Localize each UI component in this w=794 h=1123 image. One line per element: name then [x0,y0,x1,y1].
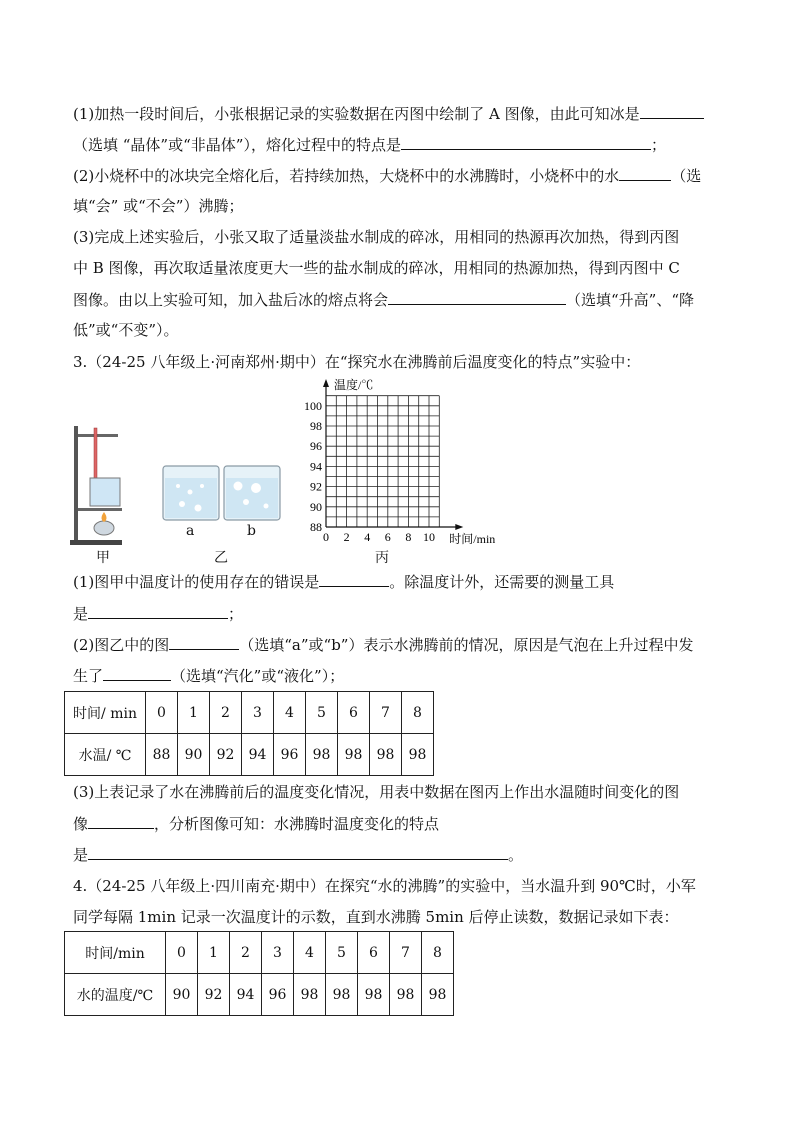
bubble [195,505,202,512]
y-tick-label: 96 [310,439,322,454]
q4-heading-line2 [73,907,679,927]
table-cell: 3 [262,932,294,974]
q4-data-table [64,931,454,1016]
table-cell: 5 [306,692,338,734]
table-cell: 90 [166,974,198,1016]
q3-part1-line1 [73,571,614,592]
table-cell: 1 [178,692,210,734]
table-cell: 92 [210,734,242,776]
bubble [176,484,180,488]
table-cell: 6 [358,932,390,974]
q3-heading [73,352,640,372]
stand-base [70,540,122,545]
q2-part2-text: (2)小烧杯中的冰块完全熔化后，若持续加热，大烧杯中的水沸腾时，小烧杯中的水 [73,167,620,185]
table-cell: 6 [338,692,370,734]
table-cell: 8 [422,932,454,974]
q3-part3-text-c: 是 [73,846,89,864]
table-cell: 88 [146,734,178,776]
q2-part3-line3 [73,289,694,310]
table-cell: 96 [262,974,294,1016]
q3-part1-text: (1)图甲中温度计的使用存在的错误是 [73,573,320,591]
q4-heading-line1 [73,876,696,896]
figure-label-yi: 乙 [214,550,228,566]
q3-part2-text-end: （选填“a”或“b”）表示水沸腾前的情况，原因是气泡在上升过程中发 [239,636,694,654]
table-cell: 0 [166,932,198,974]
q3-part2-text-b-end: （选填“汽化”或“液化”）； [171,667,345,685]
y-axis-arrow-icon [323,379,329,387]
table-cell: 98 [306,734,338,776]
q4-heading-text-a: 4.（24-25 八年级上·四川南充·期中）在探究“水的沸腾”的实验中，当水温升到 90℃时，小军 [73,877,696,895]
q2-answer-blank-3[interactable] [619,165,671,181]
x-tick-label: 4 [364,530,371,544]
q3-part1-line2 [73,603,243,624]
table-cell: 98 [402,734,434,776]
table-cell: 0 [146,692,178,734]
bubble [200,484,204,488]
ring-arm [78,508,122,511]
table-cell: 98 [358,974,390,1016]
bubble [179,501,185,507]
flame-icon [102,512,107,522]
x-tick-label: 2 [343,530,350,544]
table-cell: 98 [338,734,370,776]
table-header-temp: 水的温度/℃ [65,974,166,1016]
q2-part2-text-b: 填“会” 或“不会”）沸腾； [73,197,244,215]
punct: 。 [508,846,524,864]
table-cell: 96 [274,734,306,776]
table-row [65,932,454,974]
x-tick-label: 8 [405,530,412,544]
beaker [90,478,120,506]
table-header-temp: 水温/ ℃ [65,734,146,776]
table-row [65,974,454,1016]
x-tick-label: 0 [323,530,329,544]
q3-part2-text: (2)图乙中的图 [73,636,170,654]
q2-part2-text-end: （选 [671,167,702,185]
y-tick-label: 90 [310,499,322,514]
y-tick-label: 88 [310,520,322,534]
q3-part2-line1 [73,634,693,655]
q3-part2-line2 [73,665,344,686]
punct: ； [228,605,244,623]
q4-heading-text-b: 同学每隔 1min 记录一次温度计的示数，直到水沸腾 5min 后停止读数，数据记录如下表： [73,908,679,926]
table-cell: 94 [242,734,274,776]
table-cell: 7 [390,932,422,974]
alcohol-lamp [94,521,114,535]
table-cell: 98 [390,974,422,1016]
q2-part2-line1 [73,165,701,186]
beaker-b-water [226,478,278,518]
figure-label-jia: 甲 [96,550,110,566]
x-tick-label: 6 [384,530,391,544]
q2-part3-text-c-end: （选填“升高”、“降 [566,291,695,309]
q3-answer-blank-6[interactable] [88,844,508,860]
q3-data-table [64,691,434,776]
q2-part2-line2 [73,196,243,216]
table-row [65,692,434,734]
table-cell: 5 [326,932,358,974]
q2-part1-text: (1)加热一段时间后，小张根据记录的实验数据在丙图中绘制了 A 图像，由此可知冰是 [73,105,640,123]
beaker-label-a: a [186,523,195,539]
punct: ； [650,136,666,154]
table-cell: 94 [230,974,262,1016]
q3-answer-blank-2[interactable] [88,603,228,619]
table-cell: 98 [370,734,402,776]
q2-part1-line2 [73,134,666,155]
q3-part1-text-end: 。除温度计外，还需要的测量工具 [389,573,615,591]
table-cell: 1 [198,932,230,974]
q3-part3-text-b-end: ，分析图像可知：水沸腾时温度变化的特点 [154,815,440,833]
q3-part1-text-b: 是 [73,605,89,623]
q3-part2-text-b: 生了 [73,667,104,685]
bubble [243,499,249,505]
q2-part3-text-c: 图像。由以上实验可知，加入盐后冰的熔点将会 [73,291,389,309]
q2-answer-blank-4[interactable] [388,289,566,305]
figure-label-bing: 丙 [375,550,389,566]
table-cell: 8 [402,692,434,734]
q3-answer-blank-1[interactable] [319,571,389,587]
table-cell: 4 [274,692,306,734]
table-cell: 98 [422,974,454,1016]
y-tick-label: 100 [304,398,322,413]
bubble [234,482,243,491]
bubble [188,490,193,495]
table-cell: 3 [242,692,274,734]
temperature-grid-chart [290,375,525,550]
q3-answer-blank-3[interactable] [169,634,239,650]
q2-answer-blank-2[interactable] [401,134,651,150]
table-cell: 2 [230,932,262,974]
x-tick-label: 10 [423,530,435,544]
table-header-time: 时间/min [65,932,166,974]
table-header-time: 时间/ min [65,692,146,734]
q3-heading-text: 3.（24-25 八年级上·河南郑州·期中）在“探究水在沸腾前后温度变化的特点”实验中： [73,353,641,371]
table-row [65,734,434,776]
q3-part3-text-a: (3)上表记录了水在沸腾前后的温度变化情况，用表中数据在图丙上作出水温随时间变化的图 [73,783,680,801]
beakers-yi-figure [160,462,285,524]
q2-answer-blank-1[interactable] [640,103,704,119]
y-tick-label: 92 [310,479,322,494]
q3-part3-line3 [73,844,523,865]
clamp-arm [78,434,118,437]
q2-part3-line4 [73,320,179,340]
table-cell: 2 [210,692,242,734]
beaker-a-water [165,478,217,518]
q3-answer-blank-4[interactable] [103,665,171,681]
q3-answer-blank-5[interactable] [88,813,154,829]
bubble [264,504,269,509]
q3-part3-text-b: 像 [73,815,89,833]
table-cell: 90 [178,734,210,776]
bubble [251,483,261,493]
x-axis-label: 时间/min [449,532,496,546]
apparatus-jia-figure [68,420,128,550]
table-cell: 7 [370,692,402,734]
table-cell: 92 [198,974,230,1016]
q2-part1-line1 [73,103,704,124]
table-cell: 4 [294,932,326,974]
table-cell: 98 [326,974,358,1016]
q3-part3-line2 [73,813,439,834]
q2-part3-line1 [73,227,679,247]
y-tick-label: 94 [310,459,322,474]
y-tick-label: 98 [310,419,322,433]
x-axis-arrow-icon [455,524,463,530]
q2-part3-text-b: 中 B 图像，再次取适量浓度更大一些的盐水制成的碎冰，用相同的热源加热，得到丙图中 C [73,259,680,277]
q2-part1-text-b: （选填 “晶体”或“非晶体”），熔化过程中的特点是 [73,136,401,154]
q3-part3-line1 [73,782,679,802]
q2-part3-text-a: (3)完成上述实验后，小张又取了适量淡盐水制成的碎冰，用相同的热源再次加热，得到丙图 [73,228,680,246]
q2-part3-line2 [73,258,680,278]
beaker-label-b: b [247,523,256,539]
y-axis-label: 温度/℃ [334,378,374,392]
stand-rod [74,426,78,544]
q2-part3-text-d: 低”或“不变”）。 [73,321,179,339]
table-cell: 98 [294,974,326,1016]
